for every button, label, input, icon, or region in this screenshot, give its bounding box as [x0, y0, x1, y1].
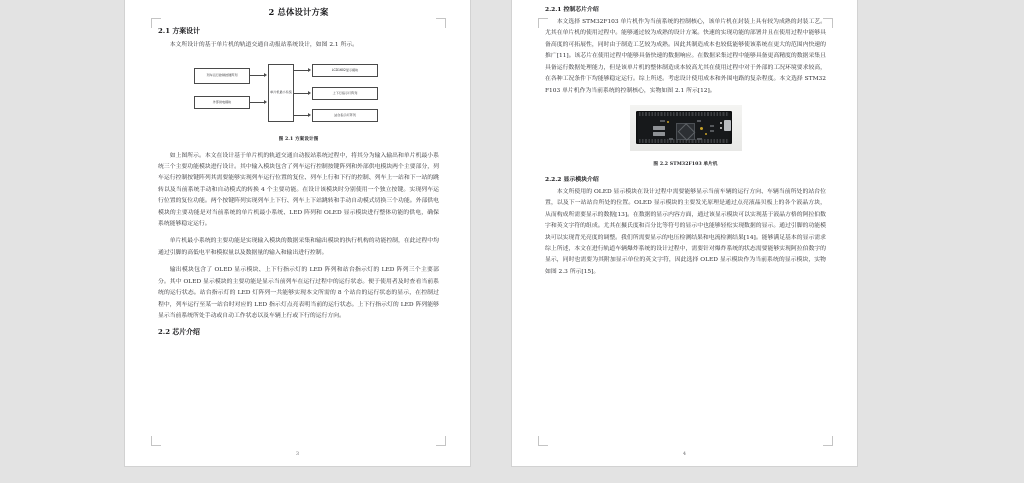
smd-component-6	[669, 138, 673, 140]
heading-2-2: 2.2 芯片介绍	[158, 328, 200, 337]
paragraph-2: 单片机最小系统的主要功能是实现输入模块的数据采集和输出模块的执行机构的功能控制，在此过程中均通过引脚的高低电平和模拟量以及数据量的输入和输出进行控制。	[158, 238, 439, 256]
pcb-substrate	[636, 111, 732, 144]
status-led-2	[720, 127, 722, 129]
smd-component-2	[697, 120, 701, 122]
diagram-box-input-keypad: 列车运行控制按键阵列	[194, 68, 250, 84]
capacitor-2	[705, 133, 708, 136]
chapter-title: 2 总体设计方案	[268, 7, 329, 17]
arrowhead-mcu-to-output3	[308, 113, 311, 117]
figure-2-1-caption: 图 2.1 方案设计图	[278, 136, 319, 142]
diagram-box-mcu-core: 单片机最小系统	[268, 64, 294, 122]
mcu-chip	[676, 123, 695, 140]
arrowhead-mcu-to-output2	[308, 91, 311, 95]
status-led-1	[720, 122, 722, 124]
connector-mcu-to-output3	[294, 115, 309, 116]
connector-mcu-to-output2	[294, 93, 309, 94]
stm32-board-photo	[630, 105, 742, 151]
diagram-box-input-power: 外部供电模块	[194, 96, 250, 109]
paragraph-3: 输出模块包含了 OLED 显示模块、上下行指示灯的 LED 阵列和站台指示灯的 LED 阵列三个主要部分。其中 OLED 显示模块的主要功能是显示当前列车在运行过程中的运行状态。便于使用者及时查看当前系统的运行状态。站台指示灯的 LED 灯阵列一共能够实现本文所需的 8 个站台的运行状态的显示，在控制过程中，列车运行至某一站台时对应的 LED 指示灯点亮表明当前的运行状态。上下行指示灯的 LED 阵列能够显示当前系统所处手动或自动工作状态以及车辆上行或下行的运行方向。	[158, 267, 439, 319]
connector-mcu-to-output1	[294, 70, 309, 71]
crystal-oscillator-1	[653, 126, 665, 130]
arrowhead-input1-to-mcu	[264, 73, 267, 77]
page-right	[512, 0, 857, 466]
smd-component-3	[710, 125, 714, 127]
capacitor-3	[667, 121, 670, 124]
smd-component-4	[710, 130, 714, 132]
block-diagram	[158, 60, 439, 130]
connector-input1-to-mcu	[250, 75, 265, 76]
arrowhead-input2-to-mcu	[264, 100, 267, 104]
smd-component-5	[697, 138, 702, 140]
spacer-after-figure-2-2	[545, 167, 826, 176]
heading-2-2-1: 2.2.1 控制芯片介绍	[545, 6, 599, 13]
diagram-box-output-lcd: LCD1602显示模块	[312, 64, 378, 77]
board-photo-wrapper	[545, 105, 826, 155]
arrowhead-mcu-to-output1	[308, 68, 311, 72]
usb-connector	[724, 120, 731, 131]
page-left	[125, 0, 470, 466]
heading-2-2-2: 2.2.2 显示模块介绍	[545, 175, 599, 183]
paragraph-1: 如上图所示。本文在设计基于单片机的轨道交通自动报站系统过程中，将其分为输入输出和单片机最小系统三个主要功能模块进行设计。其中输入模块包含了列车运行控制按键阵列和外部供电模块两个主要部分，列车运行控制按键阵列其需要能够实现列车运行位置的复位、列车上行和下行的控制、列车上一站和下一站的跳转以及当前系统手动和自动模式的转换 4 个主要功能。在设计该模块时分别使用一个独立按键。实现列车运行位置的复位功能。两个按键阵列实现列车上下行、列车上下站跳转和手动自动模式切换三个功能。外部供电模块的主要功能是对当前系统的单片机最小系统、LED 阵列和 OLED 显示模块进行整体功能的供电，确保系统能够稳定运行。	[158, 152, 439, 228]
page-right-content	[545, 6, 826, 444]
diagram-box-output-direction-led: 上下行指示灯阵列	[312, 87, 378, 100]
figure-2-2	[545, 105, 826, 167]
pin-header-top	[639, 112, 729, 116]
figure-2-1	[158, 60, 439, 142]
connector-input2-to-mcu	[250, 102, 265, 103]
page-number-left: 3	[295, 451, 300, 457]
capacitor-1	[700, 127, 703, 130]
figure-2-2-caption: 图 2.2 STM32F103 单片机	[653, 161, 718, 167]
page-left-content	[158, 6, 439, 444]
paragraph-intro: 本文所设计的基于单片机的轨道交通自动报站系统设计，如图 2.1 所示。	[169, 42, 359, 49]
heading-2-1: 2.1 方案设计	[158, 26, 200, 35]
page-number-right: 4	[682, 451, 687, 457]
spacer-after-figure-2-1	[158, 142, 439, 151]
paragraph-control-chip: 本文选择 STM32F103 单片机作为当前系统的控制核心，该单片机在封装上具有较为成熟的封装工艺。尤其在单片机的使用过程中。能够通过较为成熟的设计方案。快速的实现功能的部署并且在使用过程中能够具备高度的可拓展性，同时由于制造工艺较为成熟。因此其制造成本也较低能够使该系统在更大的范围内快速的推广[11]。该芯片在使用过程中能够具备快速的数据响应。在数据采集过程中能够具备更高精度的数据采集且具备运行数据处理能力，但是该单片机的整体制造成本较高尤其在使用过程中对于外部的工况环境要求较高，在各种工况条件下均能够稳定运行。综上所述。考虑设计使用成本和外围电路的复杂程度。本文选择 STM32F103 单片机作为当前系统的控制核心，实物如图 2.1 所示[12]。	[545, 19, 826, 94]
diagram-box-output-station-led: 站台指示灯阵列	[312, 109, 378, 122]
smd-component-1	[660, 120, 665, 122]
paragraph-display-module: 本文所使用的 OLED 显示模块在设计过程中需要能够显示当前车辆的运行方向、车辆当前所处的站台位置，以及下一站站台所处的位置。OLED 显示模块的主要发光原理是通过点亮液晶贝板上的各个液晶方块，从而构成所需要显示的数据[13]。在数据的显示内容方面，通过该显示模块可以实现基于液晶方格的阿拉伯数字和英文字符的组成。尤其在摄氏度和百分比等符号的显示中也能够轻松实现数据的显示。通过引脚的功能模块可以实现背光亮度的调整。我们所需要显示的电压检测结果和电流检测结果[14]。能够满足基本的显示需求综上所述，本文在进行轨道车辆爆炸系统的设计过程中，需要针对爆炸系统的状态需要能够实现阿拉伯数字的显示，同时也需要为其附加显示单位的英文字符，因此选择 OLED 显示模块作为当前系统的显示模块，实物如图 2.3 所示[15]。	[545, 189, 826, 275]
crystal-oscillator-2	[653, 132, 665, 136]
